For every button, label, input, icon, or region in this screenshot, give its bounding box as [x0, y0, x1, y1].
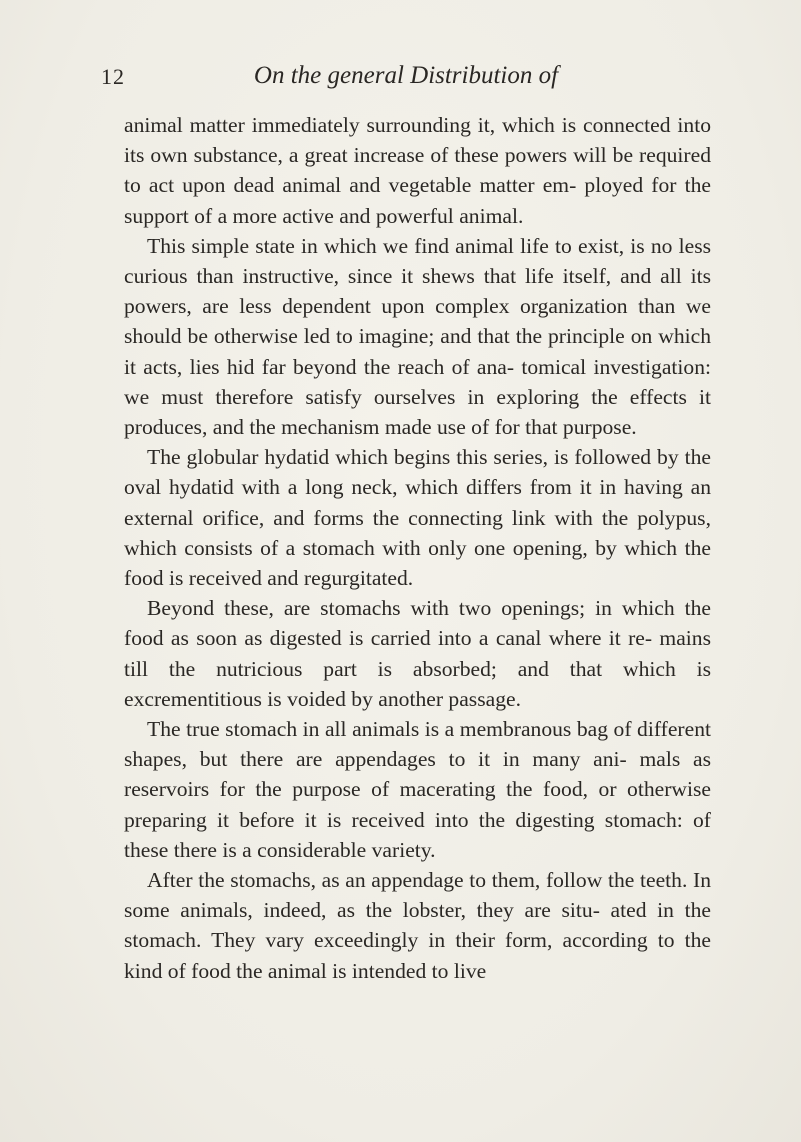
body-text [124, 110, 711, 986]
paragraph-6: After the stomachs, as an appendage to them, follow the teeth. In some animals, indeed, as the lobster, they are situ- ated in the stomach. They vary exceedingly in their form, according to the kind of food the animal is intended to live [124, 868, 711, 983]
running-head [101, 62, 711, 96]
paragraph-2: This simple state in which we find animal life to exist, is no less curious than instructive, since it shews that life itself, and all its powers, are less dependent upon complex organization than we should be otherwise led to imagine; and that the principle on which it acts, lies hid far beyond the reach of ana- tomical investigation: we must therefore satisfy ourselves in exploring the effects it produces, and the mechanism made use of for that purpose. [124, 233, 711, 440]
paragraph-3: The globular hydatid which begins this series, is followed by the oval hydatid with a long neck, which differs from it in having an external orifice, and forms the connecting link with the polypus, which consists of a stomach with only one opening, by which the food is received and regurgitated. [124, 445, 711, 591]
running-title: On the general Distribution of [253, 62, 559, 89]
paragraph-1: animal matter immediately surrounding it, which is connected into its own substance, a great increase of these powers will be required to act upon dead animal and vegetable matter em- ployed for the support of a more active and powerful animal. [124, 113, 711, 228]
page-number: 12 [101, 64, 125, 89]
paragraph-4: Beyond these, are stomachs with two openings; in which the food as soon as digested is carried into a canal where it re- mains till the nutricious part is absorbed; and that which is excrementitious is voided by another passage. [124, 596, 711, 711]
paragraph-5: The true stomach in all animals is a membranous bag of different shapes, but there are appendages to it in many ani- mals as reservoirs for the purpose of macerating the food, or otherwise preparing it before it is received into the digesting stomach: of these there is a considerable variety. [124, 717, 711, 862]
